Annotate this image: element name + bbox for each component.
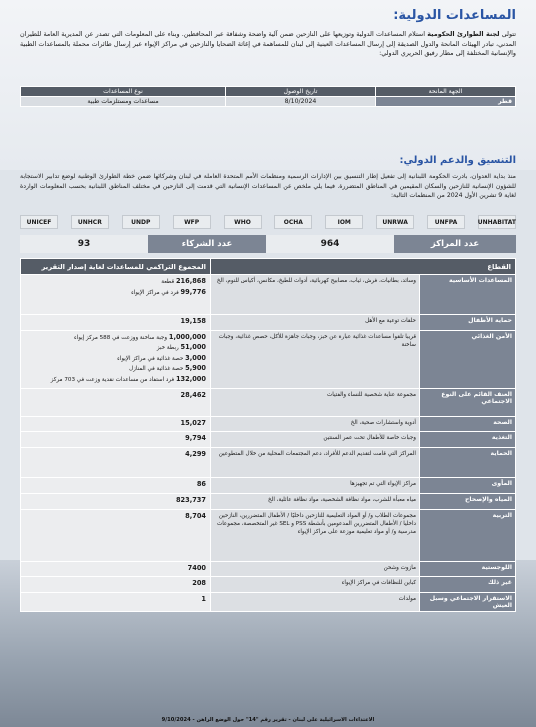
coordination-title: التنسيق والدعم الدولي:: [399, 155, 516, 166]
cumulative-line: [25, 419, 206, 430]
cumulative-text: حصة غذائية في المنازل: [129, 366, 186, 372]
cumulative-number: 28,462: [180, 390, 206, 399]
cumulative-cell: [21, 577, 211, 593]
cumulative-cell: [21, 275, 211, 315]
cumulative-line: [25, 512, 206, 523]
cumulative-line: [25, 450, 206, 461]
cumulative-text: ربطة خبز: [156, 345, 181, 351]
cumulative-number: 3,000: [185, 353, 206, 362]
description-cell: قريبا تلقوا مساعدات غذائية عبارة عن خبز، وجبات جاهزة للأكل، حصص غذائية، وجبات ساخنة: [211, 330, 420, 388]
sector-cell: الحماية: [420, 448, 516, 478]
cumulative-number: 86: [196, 480, 206, 488]
org-badge: UNFPA: [427, 215, 465, 229]
cumulative-number: 208: [192, 579, 206, 587]
cumulative-number: 9,794: [185, 434, 206, 442]
org-badge: UNICEF: [20, 215, 58, 229]
cumulative-cell: [21, 416, 211, 432]
paragraph-prefix: تتولى: [499, 30, 516, 38]
coordination-paragraph: منذ بداية العدوان، بادرت الحكومة اللبنانية إلى تفعيل إطار التنسيق بين الإدارات الرسمية ومنظمات الأمم المتحدة العاملة في لبنان وشركائها ضمن خطة الطوارئ الوطنية لوضع تدابير الاستجابة للشؤون الإنسانية للنازحين والسكان المقيمين في المناطق المتضررة. فيما يلي ملخص عن المساعدات الإنسانية التي قدمت إلى النازحين في مختلف المناطق اللبنانية بحسب المعلومات الواردة لغاية 9 تشرين الأول 2024 من المنظمات التالية:: [20, 173, 516, 199]
cumulative-line: [25, 480, 206, 491]
partners-count-label: عدد الشركاء: [148, 235, 266, 253]
sector-cell: الاستقرار الاجتماعي وسبل العيش: [420, 592, 516, 611]
cumulative-line: [25, 434, 206, 445]
cumulative-number: 19,158: [180, 317, 206, 325]
table-row: [21, 577, 516, 593]
sector-header: القطاع: [211, 259, 516, 275]
sector-cell: العنف القائم على النوع الاجتماعي: [420, 388, 516, 416]
cumulative-text: قطعة: [161, 279, 176, 285]
description-cell: كباين للنظافات في مراكز الإيواء: [211, 577, 420, 593]
cumulative-line: [25, 564, 206, 575]
international-aid-paragraph: [20, 30, 516, 59]
aid-table-wrapper: [20, 258, 516, 612]
sector-cell: المساعدات الأساسية: [420, 275, 516, 315]
cumulative-number: 15,027: [180, 418, 206, 427]
centers-count-label: عدد المراكز: [394, 235, 516, 253]
aid-type-cell: مساعدات ومستلزمات طبية: [21, 97, 226, 107]
cumulative-cell: [21, 478, 211, 494]
cumulative-line: [25, 288, 206, 299]
org-badge: OCHA: [274, 215, 312, 229]
table-row: [21, 97, 516, 107]
table-row: [21, 388, 516, 416]
org-badge: IOM: [325, 215, 363, 229]
description-cell: مولدات: [211, 592, 420, 611]
description-cell: وجبات خاصة للأطفال تحت عمر السنتين: [211, 432, 420, 448]
sector-cell: الأمن الغذائي: [420, 330, 516, 388]
cumulative-cell: [21, 448, 211, 478]
description-cell: حلقات توعية مع الأهل: [211, 315, 420, 331]
cumulative-number: 7400: [187, 563, 206, 572]
table-row: [21, 478, 516, 494]
cumulative-number: 1: [201, 594, 206, 603]
sector-cell: حماية الأطفال: [420, 315, 516, 331]
aid-summary-table: [20, 258, 516, 612]
cumulative-line: [25, 496, 206, 507]
arrival-date-header: تاريخ الوصول: [226, 87, 376, 97]
cumulative-number: 99,776: [180, 287, 206, 296]
cumulative-line: [25, 391, 206, 402]
cumulative-line: [25, 277, 206, 288]
sector-cell: التغذية: [420, 432, 516, 448]
table-row: [21, 448, 516, 478]
cumulative-line: [25, 595, 206, 606]
sector-cell: اللوجستية: [420, 561, 516, 577]
description-cell: مجموعات الطلاب و/ أو المواد التعليمية للنازحين داخليًا / الأطفال المتضررين، النازحين داخليا / الأطفال المتضررين المدعومين بأنشطة PSS و SEL غير المتخصصة، مجموعات مدرسية و/ أو مواد تعليمية موزعة على مراكز الإيواء: [211, 509, 420, 561]
sector-cell: الصحة: [420, 416, 516, 432]
sector-cell: المياه والإصحاح: [420, 493, 516, 509]
cumulative-line: [25, 333, 206, 344]
cumulative-text: وجبة ساخنة ووزعت في 588 مركز إيواء: [74, 334, 169, 341]
cumulative-number: 216,868: [175, 277, 206, 285]
aid-table-header: [21, 259, 516, 275]
org-badge: WHO: [224, 215, 262, 229]
donor-cell: قطر: [376, 97, 516, 107]
counts-bar: [20, 235, 516, 253]
description-cell: أدوية واستشارات صحية، الخ: [211, 416, 420, 432]
aid-type-header: نوع المساعدات: [21, 87, 226, 97]
table-row: [21, 330, 516, 388]
cumulative-text: فرد استفاد من مساعدات نقدية وزعت في 703 مركز: [50, 376, 176, 383]
table-row: [21, 509, 516, 561]
cumulative-text: فرد في مراكز الإيواء: [131, 289, 181, 296]
table-row: [21, 416, 516, 432]
description-cell: مياه معبأة للشرب، مواد نظافة الشخصية، مواد نظافة عائلية، الخ: [211, 493, 420, 509]
org-badge: UNDP: [122, 215, 160, 229]
cumulative-cell: [21, 592, 211, 611]
org-badge: UNHCR: [71, 215, 109, 229]
cumulative-cell: [21, 493, 211, 509]
international-aid-title: المساعدات الدولية:: [393, 8, 516, 23]
description-cell: مجموعة عناية شخصية للنساء والفتيات: [211, 388, 420, 416]
centers-count-value: 964: [266, 235, 394, 253]
org-badge: WFP: [173, 215, 211, 229]
aid-table-body: [21, 275, 516, 612]
table-row: [21, 275, 516, 315]
cumulative-number: 51,000: [180, 343, 206, 351]
table-row: [21, 315, 516, 331]
cumulative-cell: [21, 509, 211, 561]
partners-count-value: 93: [20, 235, 148, 253]
cumulative-cell: [21, 561, 211, 577]
paragraph-body: استلام المساعدات الدولية وتوزيعها على النازحين ضمن آلية واضحة وشفافة عبر المحافظين. وبناء على المعلومات التي تصدر عن المديرية العامة للطيران المدني، تبادر الهيئات المانحة والدول الصديقة إلى إرسال المساعدات العينية إلى لبنان للمساهمة في إغاثة الضحايا والنازحين في مراكز الإيواء عبر إرسال طائرات محملة بالمساعدات الطبية والإنسانية المختلفة إلى مطار رفيق الحريري الدولي:: [20, 30, 516, 58]
table-row: [21, 561, 516, 577]
cumulative-number: 132,000: [175, 374, 206, 383]
donor-table-header: [21, 87, 516, 97]
paragraph-bold-committee: لجنة الطوارئ الحكومية: [427, 30, 500, 38]
description-cell: المراكز التي قامت لتقديم الدعم للأفراد، دعم المجتمعات المحلية من خلال المتطوعين: [211, 448, 420, 478]
cumulative-cell: [21, 315, 211, 331]
table-row: [21, 432, 516, 448]
cumulative-cell: [21, 388, 211, 416]
cumulative-number: 823,737: [175, 495, 206, 504]
sector-cell: المأوى: [420, 478, 516, 494]
cumulative-text: حصة غذائية في مراكز الإيواء: [117, 355, 186, 362]
cumulative-cell: [21, 432, 211, 448]
table-row: [21, 493, 516, 509]
description-cell: مازوت وشحن: [211, 561, 420, 577]
cumulative-cell: [21, 330, 211, 388]
cumulative-number: 8,704: [185, 511, 206, 520]
cumulative-line: [25, 317, 206, 328]
cumulative-line: [25, 354, 206, 365]
donor-table: [20, 86, 516, 107]
sector-cell: التربية: [420, 509, 516, 561]
page-footer: الاعتداءات الاسرائيلية على لبنان - تقرير رقم "14" حول الوضع الراهن - 9/10/2024: [161, 717, 375, 723]
cumulative-line: [25, 375, 206, 386]
sector-cell: غير ذلك: [420, 577, 516, 593]
cumulative-number: 1,000,000: [168, 332, 206, 341]
org-badge: UNHABITAT: [478, 215, 516, 229]
donor-header: الجهة المانحة: [376, 87, 516, 97]
arrival-date-cell: 8/10/2024: [226, 97, 376, 107]
cumulative-number: 4,299: [185, 450, 206, 458]
cumulative-line: [25, 343, 206, 354]
description-cell: مراكز الإيواء التي تم تجهيزها: [211, 478, 420, 494]
cumulative-line: [25, 364, 206, 375]
organizations-strip: [20, 215, 516, 229]
description-cell: وسائد، بطانيات، فرش، ثياب، مصابيح كهربائية، أدوات للطبخ، مكانس، أكياس للنوم، الخ: [211, 275, 420, 315]
cumulative-header: المجموع التراكمي للمساعدات لغاية إصدار التقرير: [21, 259, 211, 275]
cumulative-number: 5,900: [185, 364, 206, 372]
org-badge: UNRWA: [376, 215, 414, 229]
table-row: [21, 592, 516, 611]
cumulative-line: [25, 579, 206, 590]
